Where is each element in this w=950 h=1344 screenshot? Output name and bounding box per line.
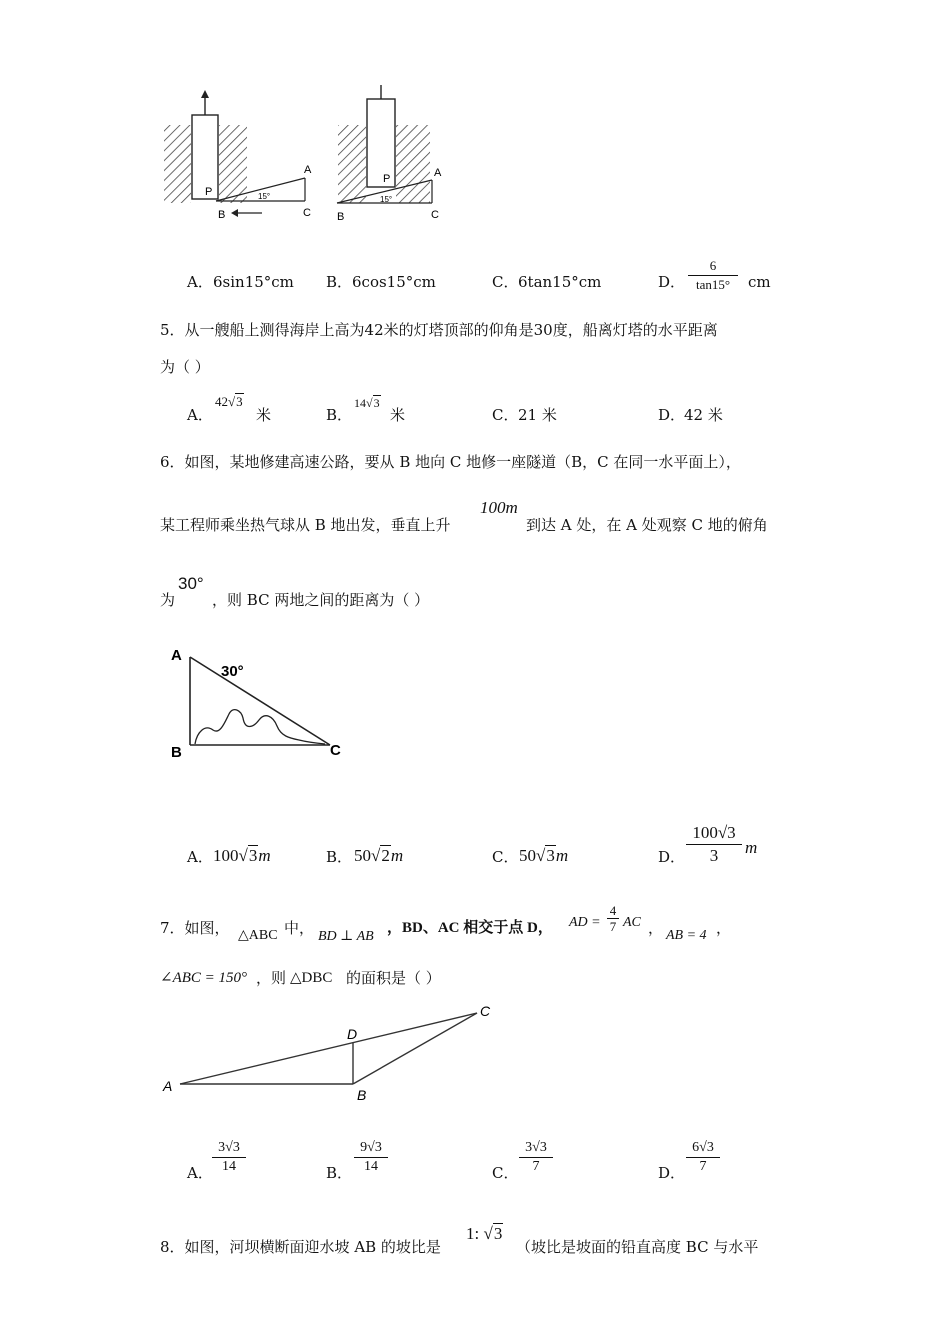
q4-option-a-letter: A． — [187, 273, 213, 291]
q7-comma2: ， — [716, 919, 732, 937]
q7-label-b: B — [357, 1087, 367, 1103]
q7-option-b-fraction: 9√3 14 — [354, 1140, 388, 1175]
q7-ad-rhs: AC — [623, 915, 641, 930]
q5-option-b-value: 14√3 — [354, 396, 380, 410]
q4-option-d-letter: D． — [658, 273, 686, 291]
q4-right-label-b: B — [337, 211, 345, 223]
q4-left-label-c: C — [303, 207, 311, 219]
q7-stem-prefix: 7．如图， — [160, 919, 230, 937]
q6-label-a: A — [171, 647, 182, 664]
q8-slope-ratio: 1: √3 — [466, 1224, 503, 1243]
q6-option-b-letter: B． — [326, 848, 353, 866]
q4-option-d-fraction: 6 tan15° — [688, 258, 738, 293]
q6-option-c-letter: C． — [492, 848, 519, 866]
q4-option-c-letter: C． — [492, 273, 519, 291]
q6-stem-line2b: 到达 A 处，在 A 处观察 C 地的俯角 — [526, 516, 768, 534]
q6-option-d-unit: m — [745, 838, 758, 857]
q4-left-label-b: B — [218, 209, 226, 221]
q6-option-d-fraction: 100√3 3 — [686, 823, 742, 866]
q4-option-b-letter: B． — [326, 273, 353, 291]
q6-height-value: 100m — [480, 498, 518, 517]
q7-stem-then: ，则 — [256, 969, 287, 987]
q7-figure — [160, 1000, 500, 1110]
q4-option-c: 6tan15°cm — [518, 273, 602, 291]
q5-option-a-letter: A． — [187, 406, 213, 424]
q5-option-a-value: 42√3 — [215, 394, 243, 409]
q7-option-a-fraction: 3√3 14 — [212, 1140, 246, 1175]
q4-figure — [160, 85, 450, 230]
q7-stem-zhong: 中， — [284, 919, 315, 937]
q7-option-d-fraction: 6√3 7 — [686, 1140, 720, 1175]
q7-option-a-letter: A． — [187, 1164, 213, 1182]
q6-stem-line1: 6．如图，某地修建高速公路，要从 B 地向 C 地修一座隧道（B，C 在同一水平面上）， — [160, 453, 741, 471]
q5-option-c: 21 米 — [518, 406, 557, 424]
q4-right-angle-label: 15° — [380, 195, 393, 204]
q4-option-d-unit: cm — [748, 273, 771, 291]
q4-right-label-a: A — [434, 167, 442, 179]
q7-ad-fraction: 4 7 — [607, 904, 619, 933]
q4-left-angle-label: 15° — [258, 192, 271, 201]
q6-option-a-value: 100√3m — [213, 846, 271, 865]
q7-option-c-letter: C． — [492, 1164, 519, 1182]
q8-stem-tail: （坡比是坡面的铅直高度 BC 与水平 — [516, 1238, 759, 1256]
q4-option-b: 6cos15°cm — [352, 273, 436, 291]
q7-ad-lhs: AD = — [569, 915, 601, 930]
q6-stem-line3b: ，则 BC 两地之间的距离为（ ） — [212, 591, 430, 609]
q5-option-b-unit: 米 — [390, 406, 406, 424]
q7-perpendicular: BD ⊥ AB — [318, 929, 374, 944]
q4-right-label-c: C — [431, 209, 439, 221]
q7-triangle-abc: △ABC — [238, 928, 278, 943]
q7-comma1: ， — [648, 919, 664, 937]
q7-option-c-fraction: 3√3 7 — [519, 1140, 553, 1175]
q6-option-a-letter: A． — [187, 848, 213, 866]
q5-stem-line1: 5．从一艘船上测得海岸上高为42米的灯塔顶部的仰角是30度，船离灯塔的水平距离 — [160, 321, 718, 339]
q4-left-label-p: P — [205, 186, 213, 198]
q7-label-c: C — [480, 1003, 491, 1019]
q7-angle: ∠ABC = 150° — [160, 970, 248, 986]
q6-option-d-letter: D． — [658, 848, 686, 866]
q4-option-a: 6sin15°cm — [213, 273, 294, 291]
q7-ab-length: AB = 4 — [666, 928, 707, 943]
q5-option-d-letter: D． — [658, 406, 686, 424]
q5-option-c-letter: C． — [492, 406, 519, 424]
q6-label-c: C — [330, 742, 341, 759]
q7-label-a: A — [163, 1078, 173, 1094]
q8-stem-prefix: 8．如图，河坝横断面迎水坡 AB 的坡比是 — [160, 1238, 441, 1256]
q6-option-c-value: 50√3m — [519, 846, 569, 865]
q6-stem-line3a: 为 — [160, 591, 176, 609]
q5-option-b-letter: B． — [326, 406, 353, 424]
q4-right-label-p: P — [383, 173, 391, 185]
q6-option-b-value: 50√2m — [354, 846, 404, 865]
q7-stem-tail: 的面积是（ ） — [346, 969, 441, 987]
q4-left-label-a: A — [304, 164, 312, 176]
q6-angle-label: 30° — [221, 663, 244, 680]
q7-label-d: D — [347, 1026, 358, 1042]
q7-stem-mid: ，BD、AC 相交于点 D， — [387, 920, 553, 936]
q6-stem-line2a: 某工程师乘坐热气球从 B 地出发，垂直上升 — [160, 516, 451, 534]
q7-option-b-letter: B． — [326, 1164, 353, 1182]
q5-stem-line2: 为（ ） — [160, 358, 210, 376]
q6-angle-value: 30° — [178, 574, 204, 593]
q5-option-a-unit: 米 — [256, 406, 272, 424]
q7-option-d-letter: D． — [658, 1164, 686, 1182]
q6-figure — [165, 640, 355, 765]
q7-triangle-dbc: △DBC — [290, 970, 333, 986]
q5-option-d: 42 米 — [684, 406, 723, 424]
q6-label-b: B — [171, 744, 182, 761]
